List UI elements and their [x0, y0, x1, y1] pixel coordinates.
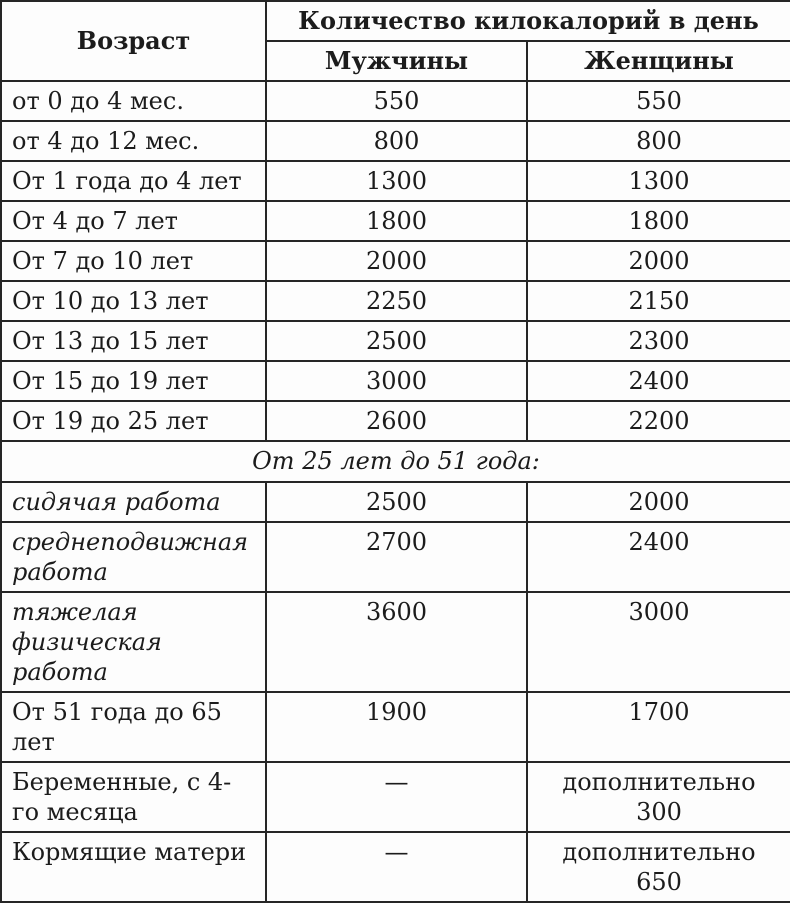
row-label: от 0 до 4 мес. [1, 81, 266, 121]
row-label: среднеподвижная работа [1, 522, 266, 592]
row-label: сидячая работа [1, 482, 266, 522]
women-value: дополнительно 650 [527, 832, 790, 902]
men-value: — [266, 762, 527, 832]
men-value: 2700 [266, 522, 527, 592]
table-row [1, 281, 790, 321]
men-value: 1900 [266, 692, 527, 762]
men-value: 2500 [266, 321, 527, 361]
women-value: 2400 [527, 361, 790, 401]
table-row [1, 762, 790, 832]
section-row [1, 441, 790, 482]
men-value: — [266, 832, 527, 902]
row-label: Беременные, с 4-го месяца [1, 762, 266, 832]
row-label: От 13 до 15 лет [1, 321, 266, 361]
women-value: 550 [527, 81, 790, 121]
men-value: 2000 [266, 241, 527, 281]
row-label: От 7 до 10 лет [1, 241, 266, 281]
row-label: От 15 до 19 лет [1, 361, 266, 401]
section-label: От 25 лет до 51 года: [1, 441, 790, 482]
table-row [1, 121, 790, 161]
table-row [1, 161, 790, 201]
women-value: дополнительно 300 [527, 762, 790, 832]
men-value: 2250 [266, 281, 527, 321]
row-label: От 10 до 13 лет [1, 281, 266, 321]
row-label: Кормящие матери [1, 832, 266, 902]
women-value: 800 [527, 121, 790, 161]
men-column-header: Мужчины [266, 41, 527, 81]
men-value: 1300 [266, 161, 527, 201]
women-value: 1300 [527, 161, 790, 201]
men-value: 3000 [266, 361, 527, 401]
men-value: 1800 [266, 201, 527, 241]
table-row [1, 832, 790, 902]
women-value: 1700 [527, 692, 790, 762]
row-label: От 1 года до 4 лет [1, 161, 266, 201]
women-value: 2000 [527, 482, 790, 522]
kcal-column-header: Количество килокалорий в день [266, 1, 790, 41]
age-column-header: Возраст [1, 1, 266, 81]
table-row [1, 241, 790, 281]
table-row [1, 401, 790, 441]
women-value: 2400 [527, 522, 790, 592]
table-row [1, 81, 790, 121]
women-value: 2300 [527, 321, 790, 361]
table-row [1, 361, 790, 401]
table-row [1, 321, 790, 361]
table-row [1, 201, 790, 241]
table-row [1, 692, 790, 762]
men-value: 3600 [266, 592, 527, 692]
row-label: От 51 года до 65 лет [1, 692, 266, 762]
men-value: 2600 [266, 401, 527, 441]
women-value: 1800 [527, 201, 790, 241]
men-value: 800 [266, 121, 527, 161]
row-label: от 4 до 12 мес. [1, 121, 266, 161]
table-row [1, 522, 790, 592]
table-row [1, 592, 790, 692]
row-label: От 4 до 7 лет [1, 201, 266, 241]
women-value: 3000 [527, 592, 790, 692]
row-label: тяжелая физическая работа [1, 592, 266, 692]
women-value: 2000 [527, 241, 790, 281]
women-value: 2200 [527, 401, 790, 441]
row-label: От 19 до 25 лет [1, 401, 266, 441]
men-value: 550 [266, 81, 527, 121]
women-value: 2150 [527, 281, 790, 321]
women-column-header: Женщины [527, 41, 790, 81]
men-value: 2500 [266, 482, 527, 522]
table-row [1, 482, 790, 522]
